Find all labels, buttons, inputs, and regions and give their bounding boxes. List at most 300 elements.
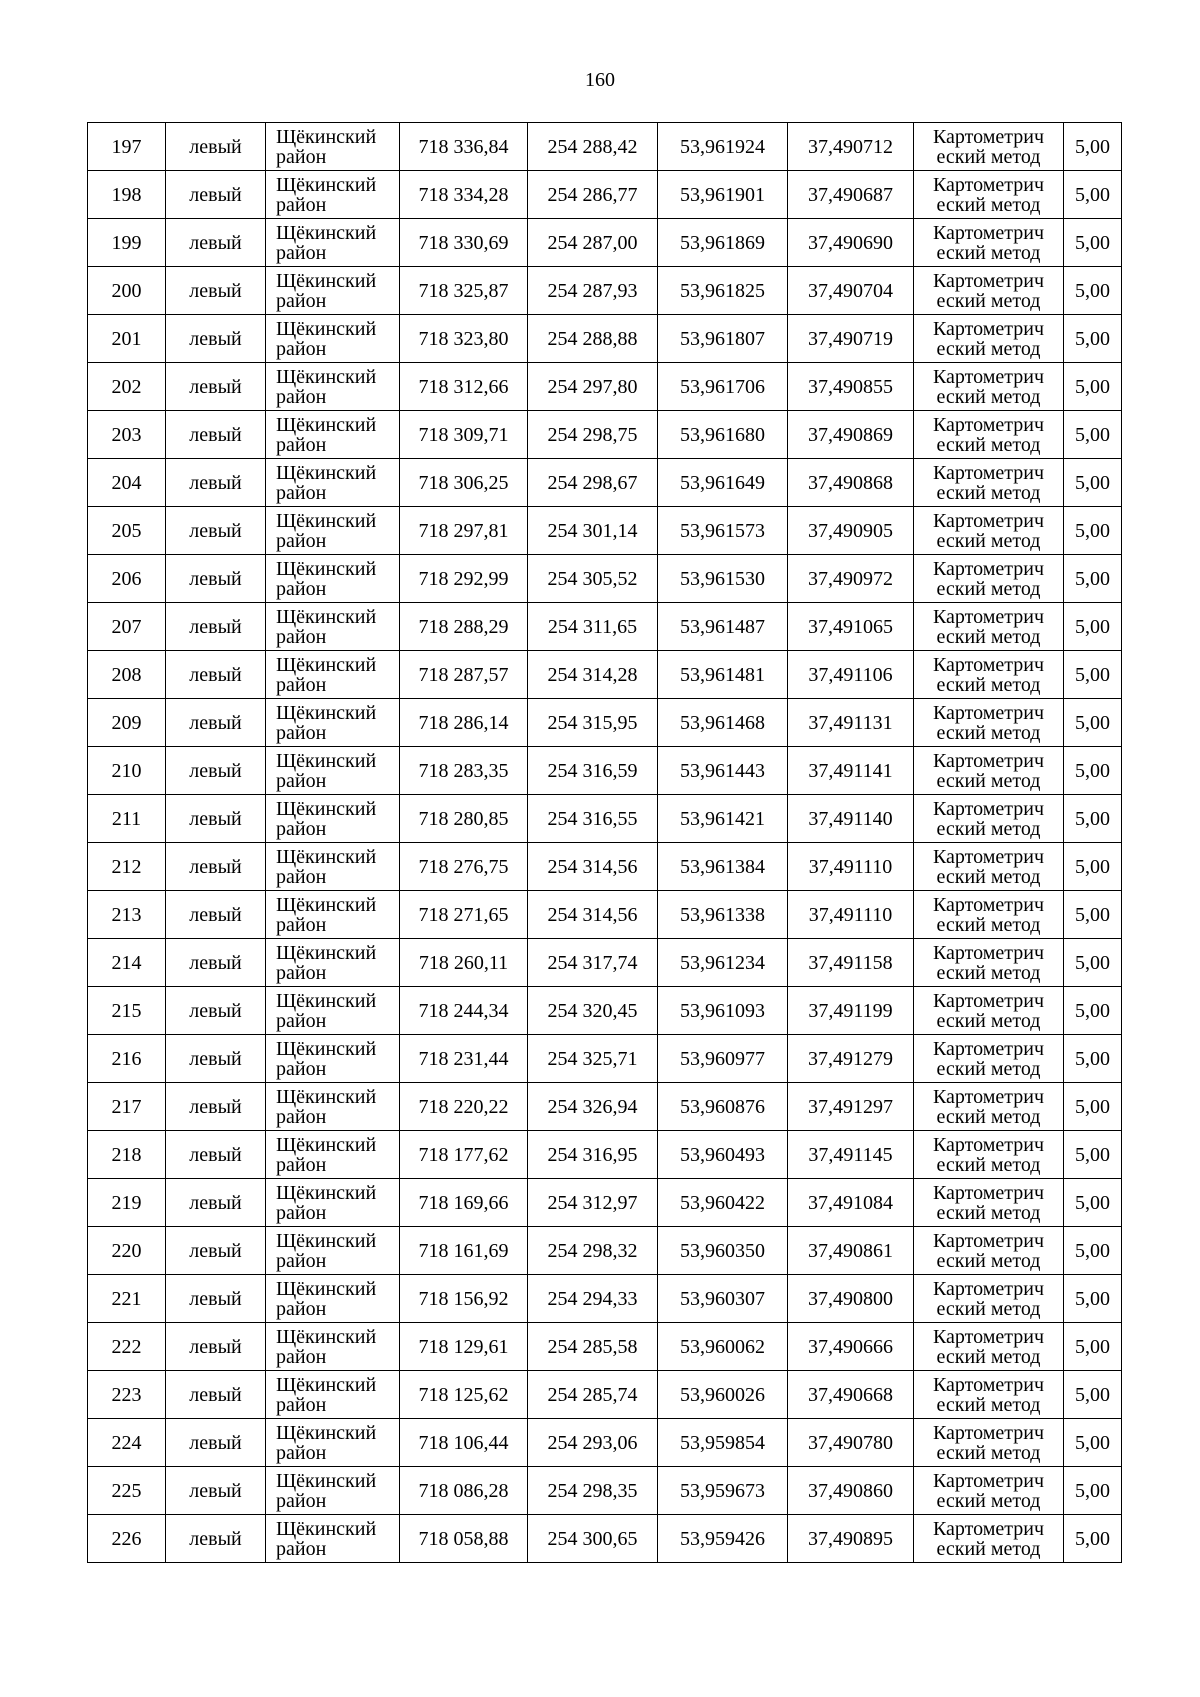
latitude-cell: 53,961443 (658, 747, 788, 795)
bank-side-cell: левый (166, 747, 266, 795)
point-number-cell: 217 (88, 1083, 166, 1131)
district-cell-line-1: Щёкинский (276, 605, 377, 628)
y-coordinate-cell: 254 285,58 (528, 1323, 658, 1371)
method-cell-line-2: еский метод (936, 1393, 1041, 1416)
method-cell-line-1: Картометрич (932, 173, 1045, 196)
point-number-cell: 201 (88, 315, 166, 363)
district-cell (266, 315, 400, 363)
point-number-cell: 225 (88, 1467, 166, 1515)
latitude-cell: 53,961421 (658, 795, 788, 843)
table-row (88, 1467, 1122, 1515)
method-cell-line-2: еский метод (936, 145, 1041, 168)
y-coordinate-cell: 254 314,28 (528, 651, 658, 699)
method-cell-line-1: Картометрич (932, 989, 1045, 1012)
longitude-cell: 37,491158 (788, 939, 914, 987)
latitude-cell: 53,961481 (658, 651, 788, 699)
latitude-cell: 53,961468 (658, 699, 788, 747)
district-cell-line-1: Щёкинский (276, 1229, 377, 1252)
method-cell-line-1: Картометрич (932, 701, 1045, 724)
method-cell-line-1: Картометрич (932, 317, 1045, 340)
district-cell-line-2: район (276, 1537, 327, 1560)
y-coordinate-cell: 254 288,88 (528, 315, 658, 363)
method-cell-line-2: еский метод (936, 241, 1041, 264)
latitude-cell: 53,961706 (658, 363, 788, 411)
bank-side-cell: левый (166, 699, 266, 747)
district-cell-line-2: район (276, 1249, 327, 1272)
accuracy-cell: 5,00 (1064, 1131, 1122, 1179)
accuracy-cell: 5,00 (1064, 699, 1122, 747)
accuracy-cell: 5,00 (1064, 747, 1122, 795)
district-cell (266, 843, 400, 891)
x-coordinate-cell: 718 260,11 (400, 939, 528, 987)
method-cell-line-1: Картометрич (932, 269, 1045, 292)
method-cell-line-1: Картометрич (932, 1421, 1045, 1444)
district-cell-line-1: Щёкинский (276, 1181, 377, 1204)
method-cell (914, 363, 1064, 411)
district-cell (266, 171, 400, 219)
method-cell-line-2: еский метод (936, 1057, 1041, 1080)
point-number-cell: 226 (88, 1515, 166, 1563)
bank-side-cell: левый (166, 891, 266, 939)
table-row (88, 459, 1122, 507)
latitude-cell: 53,961680 (658, 411, 788, 459)
y-coordinate-cell: 254 287,93 (528, 267, 658, 315)
district-cell-line-1: Щёкинский (276, 749, 377, 772)
point-number-cell: 204 (88, 459, 166, 507)
latitude-cell: 53,961530 (658, 555, 788, 603)
table-row (88, 363, 1122, 411)
bank-side-cell: левый (166, 651, 266, 699)
method-cell (914, 939, 1064, 987)
table-row (88, 1323, 1122, 1371)
longitude-cell: 37,490869 (788, 411, 914, 459)
point-number-cell: 221 (88, 1275, 166, 1323)
method-cell-line-1: Картометрич (932, 845, 1045, 868)
point-number-cell: 203 (88, 411, 166, 459)
bank-side-cell: левый (166, 315, 266, 363)
accuracy-cell: 5,00 (1064, 603, 1122, 651)
accuracy-cell: 5,00 (1064, 843, 1122, 891)
point-number-cell: 210 (88, 747, 166, 795)
district-cell-line-1: Щёкинский (276, 893, 377, 916)
longitude-cell: 37,491106 (788, 651, 914, 699)
method-cell-line-2: еский метод (936, 577, 1041, 600)
coordinates-table (87, 122, 1122, 1563)
district-cell (266, 699, 400, 747)
district-cell (266, 1179, 400, 1227)
latitude-cell: 53,960350 (658, 1227, 788, 1275)
table-row (88, 411, 1122, 459)
method-cell (914, 699, 1064, 747)
x-coordinate-cell: 718 292,99 (400, 555, 528, 603)
longitude-cell: 37,490712 (788, 123, 914, 171)
method-cell (914, 1275, 1064, 1323)
latitude-cell: 53,961869 (658, 219, 788, 267)
method-cell-line-1: Картометрич (932, 1133, 1045, 1156)
latitude-cell: 53,961825 (658, 267, 788, 315)
x-coordinate-cell: 718 312,66 (400, 363, 528, 411)
table-row (88, 555, 1122, 603)
point-number-cell: 223 (88, 1371, 166, 1419)
longitude-cell: 37,491145 (788, 1131, 914, 1179)
x-coordinate-cell: 718 129,61 (400, 1323, 528, 1371)
district-cell (266, 123, 400, 171)
district-cell-line-1: Щёкинский (276, 989, 377, 1012)
method-cell-line-2: еский метод (936, 721, 1041, 744)
y-coordinate-cell: 254 297,80 (528, 363, 658, 411)
method-cell-line-2: еский метод (936, 1537, 1041, 1560)
district-cell-line-1: Щёкинский (276, 317, 377, 340)
longitude-cell: 37,491279 (788, 1035, 914, 1083)
district-cell-line-2: район (276, 385, 327, 408)
point-number-cell: 202 (88, 363, 166, 411)
x-coordinate-cell: 718 325,87 (400, 267, 528, 315)
method-cell-line-2: еский метод (936, 1009, 1041, 1032)
district-cell-line-1: Щёкинский (276, 1373, 377, 1396)
district-cell (266, 603, 400, 651)
district-cell-line-2: район (276, 1201, 327, 1224)
x-coordinate-cell: 718 161,69 (400, 1227, 528, 1275)
y-coordinate-cell: 254 320,45 (528, 987, 658, 1035)
method-cell (914, 1227, 1064, 1275)
method-cell-line-1: Картометрич (932, 1277, 1045, 1300)
district-cell-line-2: район (276, 865, 327, 888)
longitude-cell: 37,490719 (788, 315, 914, 363)
district-cell (266, 1323, 400, 1371)
y-coordinate-cell: 254 305,52 (528, 555, 658, 603)
bank-side-cell: левый (166, 939, 266, 987)
bank-side-cell: левый (166, 1371, 266, 1419)
accuracy-cell: 5,00 (1064, 1083, 1122, 1131)
district-cell-line-2: район (276, 145, 327, 168)
method-cell-line-2: еский метод (936, 481, 1041, 504)
y-coordinate-cell: 254 326,94 (528, 1083, 658, 1131)
district-cell (266, 1467, 400, 1515)
method-cell-line-1: Картометрич (932, 125, 1045, 148)
bank-side-cell: левый (166, 1467, 266, 1515)
district-cell-line-1: Щёкинский (276, 797, 377, 820)
latitude-cell: 53,960026 (658, 1371, 788, 1419)
table-row (88, 651, 1122, 699)
district-cell-line-1: Щёкинский (276, 173, 377, 196)
x-coordinate-cell: 718 306,25 (400, 459, 528, 507)
table-row (88, 891, 1122, 939)
district-cell-line-1: Щёкинский (276, 413, 377, 436)
longitude-cell: 37,491084 (788, 1179, 914, 1227)
x-coordinate-cell: 718 287,57 (400, 651, 528, 699)
latitude-cell: 53,960876 (658, 1083, 788, 1131)
method-cell-line-2: еский метод (936, 673, 1041, 696)
accuracy-cell: 5,00 (1064, 1467, 1122, 1515)
district-cell (266, 1419, 400, 1467)
y-coordinate-cell: 254 314,56 (528, 843, 658, 891)
point-number-cell: 220 (88, 1227, 166, 1275)
x-coordinate-cell: 718 309,71 (400, 411, 528, 459)
point-number-cell: 207 (88, 603, 166, 651)
method-cell (914, 603, 1064, 651)
x-coordinate-cell: 718 288,29 (400, 603, 528, 651)
x-coordinate-cell: 718 334,28 (400, 171, 528, 219)
district-cell-line-2: район (276, 1153, 327, 1176)
method-cell-line-2: еский метод (936, 529, 1041, 552)
district-cell-line-2: район (276, 481, 327, 504)
latitude-cell: 53,960493 (658, 1131, 788, 1179)
page-number: 160 (585, 69, 615, 91)
district-cell-line-1: Щёкинский (276, 1277, 377, 1300)
table-row (88, 939, 1122, 987)
district-cell-line-1: Щёкинский (276, 1037, 377, 1060)
accuracy-cell: 5,00 (1064, 1035, 1122, 1083)
table-row (88, 795, 1122, 843)
latitude-cell: 53,960307 (658, 1275, 788, 1323)
district-cell-line-1: Щёкинский (276, 509, 377, 532)
district-cell-line-2: район (276, 721, 327, 744)
y-coordinate-cell: 254 285,74 (528, 1371, 658, 1419)
point-number-cell: 222 (88, 1323, 166, 1371)
y-coordinate-cell: 254 298,67 (528, 459, 658, 507)
x-coordinate-cell: 718 231,44 (400, 1035, 528, 1083)
district-cell-line-2: район (276, 1345, 327, 1368)
y-coordinate-cell: 254 311,65 (528, 603, 658, 651)
table-row (88, 1275, 1122, 1323)
latitude-cell: 53,960062 (658, 1323, 788, 1371)
method-cell-line-2: еский метод (936, 433, 1041, 456)
method-cell-line-1: Картометрич (932, 1469, 1045, 1492)
table-row (88, 843, 1122, 891)
method-cell-line-2: еский метод (936, 1441, 1041, 1464)
longitude-cell: 37,490668 (788, 1371, 914, 1419)
bank-side-cell: левый (166, 123, 266, 171)
bank-side-cell: левый (166, 1323, 266, 1371)
method-cell (914, 315, 1064, 363)
table-row (88, 1035, 1122, 1083)
y-coordinate-cell: 254 314,56 (528, 891, 658, 939)
table-row (88, 1131, 1122, 1179)
table-row (88, 1371, 1122, 1419)
district-cell (266, 267, 400, 315)
x-coordinate-cell: 718 336,84 (400, 123, 528, 171)
method-cell-line-2: еский метод (936, 289, 1041, 312)
x-coordinate-cell: 718 177,62 (400, 1131, 528, 1179)
method-cell-line-1: Картометрич (932, 1181, 1045, 1204)
x-coordinate-cell: 718 125,62 (400, 1371, 528, 1419)
y-coordinate-cell: 254 300,65 (528, 1515, 658, 1563)
latitude-cell: 53,961924 (658, 123, 788, 171)
method-cell (914, 1467, 1064, 1515)
x-coordinate-cell: 718 086,28 (400, 1467, 528, 1515)
accuracy-cell: 5,00 (1064, 651, 1122, 699)
method-cell-line-1: Картометрич (932, 557, 1045, 580)
y-coordinate-cell: 254 325,71 (528, 1035, 658, 1083)
method-cell-line-1: Картометрич (932, 1229, 1045, 1252)
accuracy-cell: 5,00 (1064, 987, 1122, 1035)
longitude-cell: 37,491141 (788, 747, 914, 795)
accuracy-cell: 5,00 (1064, 363, 1122, 411)
district-cell-line-1: Щёкинский (276, 125, 377, 148)
district-cell-line-1: Щёкинский (276, 1325, 377, 1348)
longitude-cell: 37,490905 (788, 507, 914, 555)
latitude-cell: 53,959673 (658, 1467, 788, 1515)
district-cell-line-1: Щёкинский (276, 557, 377, 580)
x-coordinate-cell: 718 283,35 (400, 747, 528, 795)
latitude-cell: 53,959854 (658, 1419, 788, 1467)
method-cell (914, 1035, 1064, 1083)
method-cell (914, 1419, 1064, 1467)
bank-side-cell: левый (166, 1083, 266, 1131)
bank-side-cell: левый (166, 219, 266, 267)
district-cell-line-2: район (276, 673, 327, 696)
method-cell-line-2: еский метод (936, 1345, 1041, 1368)
method-cell-line-1: Картометрич (932, 749, 1045, 772)
district-cell-line-1: Щёкинский (276, 365, 377, 388)
district-cell-line-1: Щёкинский (276, 1421, 377, 1444)
accuracy-cell: 5,00 (1064, 939, 1122, 987)
district-cell-line-1: Щёкинский (276, 845, 377, 868)
district-cell-line-2: район (276, 1489, 327, 1512)
y-coordinate-cell: 254 315,95 (528, 699, 658, 747)
district-cell-line-2: район (276, 193, 327, 216)
bank-side-cell: левый (166, 795, 266, 843)
x-coordinate-cell: 718 271,65 (400, 891, 528, 939)
accuracy-cell: 5,00 (1064, 795, 1122, 843)
method-cell-line-1: Картометрич (932, 461, 1045, 484)
bank-side-cell: левый (166, 843, 266, 891)
point-number-cell: 212 (88, 843, 166, 891)
bank-side-cell: левый (166, 603, 266, 651)
method-cell-line-1: Картометрич (932, 221, 1045, 244)
latitude-cell: 53,961487 (658, 603, 788, 651)
method-cell (914, 843, 1064, 891)
table-row (88, 1515, 1122, 1563)
district-cell-line-2: район (276, 913, 327, 936)
method-cell (914, 267, 1064, 315)
district-cell (266, 555, 400, 603)
method-cell (914, 795, 1064, 843)
bank-side-cell: левый (166, 459, 266, 507)
district-cell (266, 507, 400, 555)
bank-side-cell: левый (166, 987, 266, 1035)
district-cell (266, 1035, 400, 1083)
accuracy-cell: 5,00 (1064, 315, 1122, 363)
district-cell-line-1: Щёкинский (276, 653, 377, 676)
accuracy-cell: 5,00 (1064, 1227, 1122, 1275)
table-row (88, 603, 1122, 651)
point-number-cell: 200 (88, 267, 166, 315)
method-cell (914, 891, 1064, 939)
bank-side-cell: левый (166, 1131, 266, 1179)
accuracy-cell: 5,00 (1064, 555, 1122, 603)
method-cell-line-2: еский метод (936, 193, 1041, 216)
bank-side-cell: левый (166, 555, 266, 603)
district-cell (266, 747, 400, 795)
x-coordinate-cell: 718 169,66 (400, 1179, 528, 1227)
district-cell-line-2: район (276, 769, 327, 792)
point-number-cell: 199 (88, 219, 166, 267)
table-row (88, 1419, 1122, 1467)
latitude-cell: 53,961338 (658, 891, 788, 939)
longitude-cell: 37,490780 (788, 1419, 914, 1467)
district-cell-line-2: район (276, 817, 327, 840)
bank-side-cell: левый (166, 171, 266, 219)
district-cell-line-1: Щёкинский (276, 1469, 377, 1492)
method-cell-line-2: еский метод (936, 1153, 1041, 1176)
method-cell (914, 123, 1064, 171)
bank-side-cell: левый (166, 363, 266, 411)
method-cell (914, 1179, 1064, 1227)
table-row (88, 315, 1122, 363)
longitude-cell: 37,490855 (788, 363, 914, 411)
point-number-cell: 213 (88, 891, 166, 939)
point-number-cell: 206 (88, 555, 166, 603)
district-cell-line-1: Щёкинский (276, 1133, 377, 1156)
latitude-cell: 53,961093 (658, 987, 788, 1035)
method-cell-line-1: Картометрич (932, 509, 1045, 532)
point-number-cell: 214 (88, 939, 166, 987)
method-cell (914, 1131, 1064, 1179)
method-cell (914, 507, 1064, 555)
table-row (88, 171, 1122, 219)
district-cell (266, 987, 400, 1035)
accuracy-cell: 5,00 (1064, 1323, 1122, 1371)
district-cell (266, 411, 400, 459)
point-number-cell: 216 (88, 1035, 166, 1083)
method-cell (914, 555, 1064, 603)
district-cell-line-2: район (276, 1297, 327, 1320)
method-cell-line-1: Картометрич (932, 413, 1045, 436)
accuracy-cell: 5,00 (1064, 219, 1122, 267)
y-coordinate-cell: 254 312,97 (528, 1179, 658, 1227)
district-cell (266, 363, 400, 411)
method-cell-line-2: еский метод (936, 769, 1041, 792)
bank-side-cell: левый (166, 1227, 266, 1275)
method-cell-line-2: еский метод (936, 913, 1041, 936)
table-row (88, 1227, 1122, 1275)
accuracy-cell: 5,00 (1064, 507, 1122, 555)
method-cell-line-1: Картометрич (932, 893, 1045, 916)
table-row (88, 267, 1122, 315)
latitude-cell: 53,961573 (658, 507, 788, 555)
longitude-cell: 37,490690 (788, 219, 914, 267)
longitude-cell: 37,490861 (788, 1227, 914, 1275)
latitude-cell: 53,960422 (658, 1179, 788, 1227)
method-cell-line-1: Картометрич (932, 605, 1045, 628)
bank-side-cell: левый (166, 1419, 266, 1467)
y-coordinate-cell: 254 298,32 (528, 1227, 658, 1275)
x-coordinate-cell: 718 323,80 (400, 315, 528, 363)
longitude-cell: 37,490704 (788, 267, 914, 315)
longitude-cell: 37,491140 (788, 795, 914, 843)
x-coordinate-cell: 718 286,14 (400, 699, 528, 747)
district-cell (266, 1227, 400, 1275)
y-coordinate-cell: 254 316,95 (528, 1131, 658, 1179)
method-cell (914, 411, 1064, 459)
district-cell (266, 219, 400, 267)
point-number-cell: 205 (88, 507, 166, 555)
table-row (88, 123, 1122, 171)
district-cell-line-2: район (276, 1393, 327, 1416)
longitude-cell: 37,490687 (788, 171, 914, 219)
district-cell-line-2: район (276, 241, 327, 264)
district-cell (266, 459, 400, 507)
method-cell (914, 1083, 1064, 1131)
longitude-cell: 37,490868 (788, 459, 914, 507)
district-cell-line-2: район (276, 289, 327, 312)
table-row (88, 1083, 1122, 1131)
y-coordinate-cell: 254 316,59 (528, 747, 658, 795)
longitude-cell: 37,491065 (788, 603, 914, 651)
accuracy-cell: 5,00 (1064, 1515, 1122, 1563)
longitude-cell: 37,490666 (788, 1323, 914, 1371)
